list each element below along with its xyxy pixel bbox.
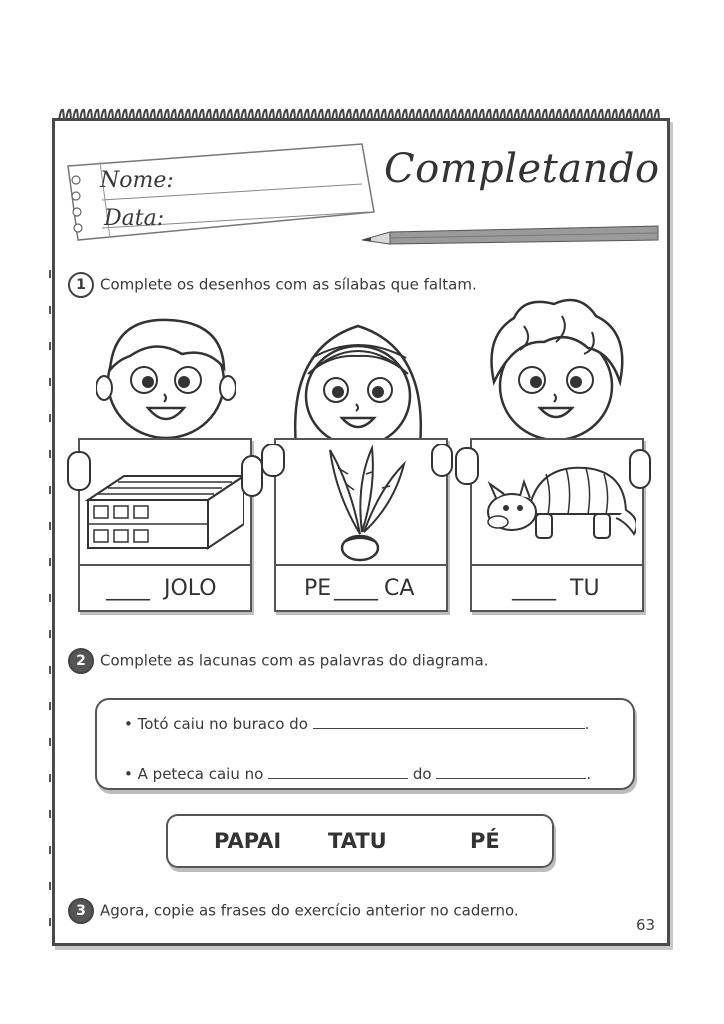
- girl-drawing: [288, 318, 428, 448]
- exercise2-instruction: Complete as lacunas com as palavras do diagrama.: [100, 651, 489, 670]
- answer-blank[interactable]: [268, 764, 408, 779]
- curly-boy-drawing: [484, 296, 630, 446]
- word-ending: CA: [384, 576, 415, 601]
- sentence-1-text: Totó caiu no buraco do: [137, 715, 308, 733]
- word-diagram: [166, 814, 554, 868]
- hands-holding-cards: [62, 444, 662, 504]
- name-date-card: [62, 140, 380, 248]
- word-start: PE: [304, 576, 332, 601]
- word-ending: JOLO: [164, 576, 217, 601]
- blank-line: ____: [334, 576, 378, 601]
- sentence-1-end: .: [584, 715, 590, 733]
- sentence-1: [124, 714, 589, 733]
- date-label: Data:: [104, 206, 165, 231]
- sentence-2-middle: do: [412, 765, 432, 783]
- page-title: Completando: [384, 146, 660, 192]
- exercise1-instruction-row: [68, 272, 477, 298]
- page-number: 63: [636, 916, 656, 934]
- diagram-word: PÉ: [470, 829, 500, 853]
- sentence-2: [124, 764, 591, 783]
- word-strip-3: [472, 564, 642, 610]
- exercise3-instruction-row: [68, 898, 519, 924]
- blank-line: ____: [106, 576, 150, 601]
- exercise-number-badge: 2: [68, 648, 94, 674]
- bullet: •: [124, 715, 133, 733]
- sentence-2-end: .: [586, 765, 592, 783]
- answer-blank[interactable]: [313, 714, 585, 729]
- answer-blank[interactable]: [436, 764, 586, 779]
- sentence-2-text: A peteca caiu no: [137, 765, 264, 783]
- exercise1-instruction: Complete os desenhos com as sílabas que faltam.: [100, 275, 477, 294]
- exercise3-instruction: Agora, copie as frases do exercício anterior no caderno.: [100, 901, 519, 920]
- exercise2-instruction-row: [68, 648, 489, 674]
- diagram-word: TATU: [328, 829, 387, 853]
- diagram-word: PAPAI: [214, 829, 282, 853]
- exercise-number-badge: 3: [68, 898, 94, 924]
- word-strip-1: [80, 564, 250, 610]
- word-strip-2: [276, 564, 446, 610]
- blank-line: ____: [512, 576, 556, 601]
- pencil-icon: [362, 224, 662, 248]
- exercise-number-badge: 1: [68, 272, 94, 298]
- boy-drawing: [96, 308, 236, 448]
- name-label: Nome:: [100, 168, 174, 193]
- bullet: •: [124, 765, 133, 783]
- word-ending: TU: [570, 576, 600, 601]
